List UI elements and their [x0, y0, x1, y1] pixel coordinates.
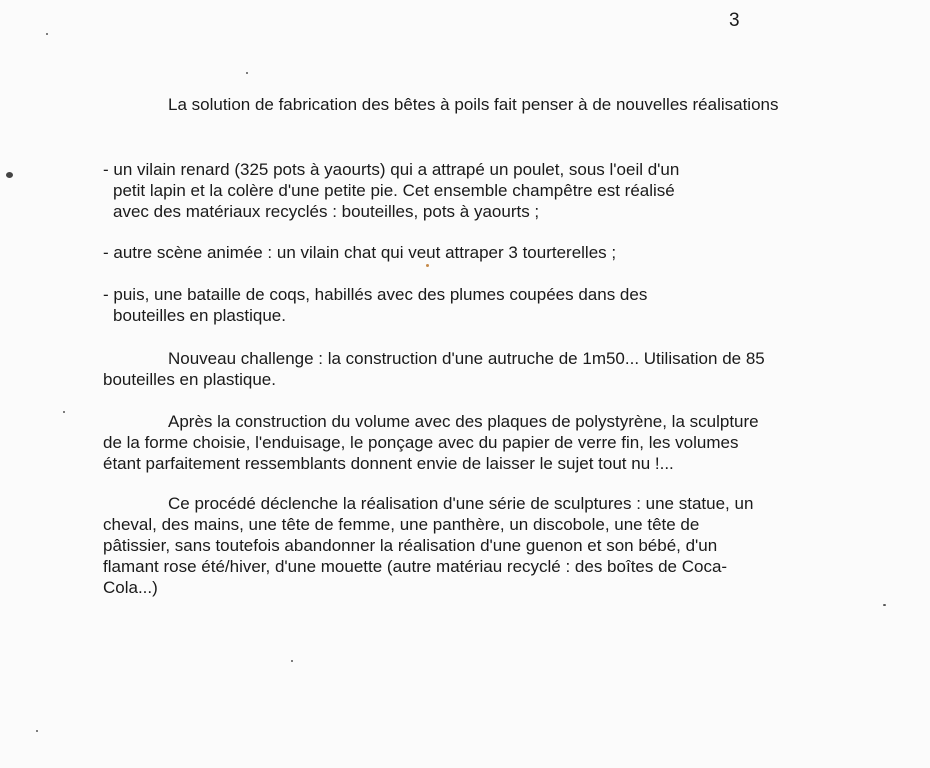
text-line: flamant rose été/hiver, d'une mouette (autre matériau recyclé : des boîtes de Coca-: [103, 557, 728, 576]
scan-speck: [883, 604, 886, 606]
text-line: Ce procédé déclenche la réalisation d'une série de sculptures : une statue, un: [168, 494, 754, 513]
intro-paragraph: [168, 94, 779, 115]
scan-speck: [426, 264, 429, 267]
text-line: - puis, une bataille de coqs, habillés avec des plumes coupées dans des: [103, 285, 648, 304]
text-line: - un vilain renard (325 pots à yaourts) qui a attrapé un poulet, sous l'oeil d'un: [103, 160, 680, 179]
text-line: de la forme choisie, l'enduisage, le ponçage avec du papier de verre fin, les volumes: [103, 433, 739, 452]
text-line: petit lapin et la colère d'une petite pie. Cet ensemble champêtre est réalisé: [113, 181, 675, 200]
scan-speck: [6, 172, 13, 178]
text-line: - autre scène animée : un vilain chat qui veut attraper 3 tourterelles ;: [103, 243, 617, 262]
scan-speck: [291, 660, 293, 662]
scan-speck: [46, 33, 48, 35]
paragraph-ostrich: [103, 348, 765, 390]
text-line: avec des matériaux recyclés : bouteilles, pots à yaourts ;: [113, 202, 540, 221]
text-line: La solution de fabrication des bêtes à poils fait penser à de nouvelles réalisations: [168, 95, 779, 114]
bullet-cat-scene: [103, 242, 616, 263]
scan-speck: [63, 411, 65, 413]
scan-speck: [246, 72, 248, 74]
text-line: étant parfaitement ressemblants donnent envie de laisser le sujet tout nu !...: [103, 454, 674, 473]
text-line: Nouveau challenge : la construction d'une autruche de 1m50... Utilisation de 85: [168, 349, 765, 368]
text-line: Cola...): [103, 578, 158, 597]
text-line: bouteilles en plastique.: [113, 306, 286, 325]
bullet-fox-scene: [103, 159, 679, 222]
text-line: Après la construction du volume avec des plaques de polystyrène, la sculpture: [168, 412, 759, 431]
paragraph-polystyrene: [103, 411, 759, 474]
text-line: pâtissier, sans toutefois abandonner la réalisation d'une guenon et son bébé, d'un: [103, 536, 718, 555]
scan-speck: [36, 730, 38, 732]
text-line: cheval, des mains, une tête de femme, une panthère, un discobole, une tête de: [103, 515, 700, 534]
text-line: bouteilles en plastique.: [103, 370, 276, 389]
bullet-rooster-battle: [103, 284, 647, 326]
paragraph-sculptures: [103, 493, 753, 598]
page-number: 3: [729, 10, 740, 31]
